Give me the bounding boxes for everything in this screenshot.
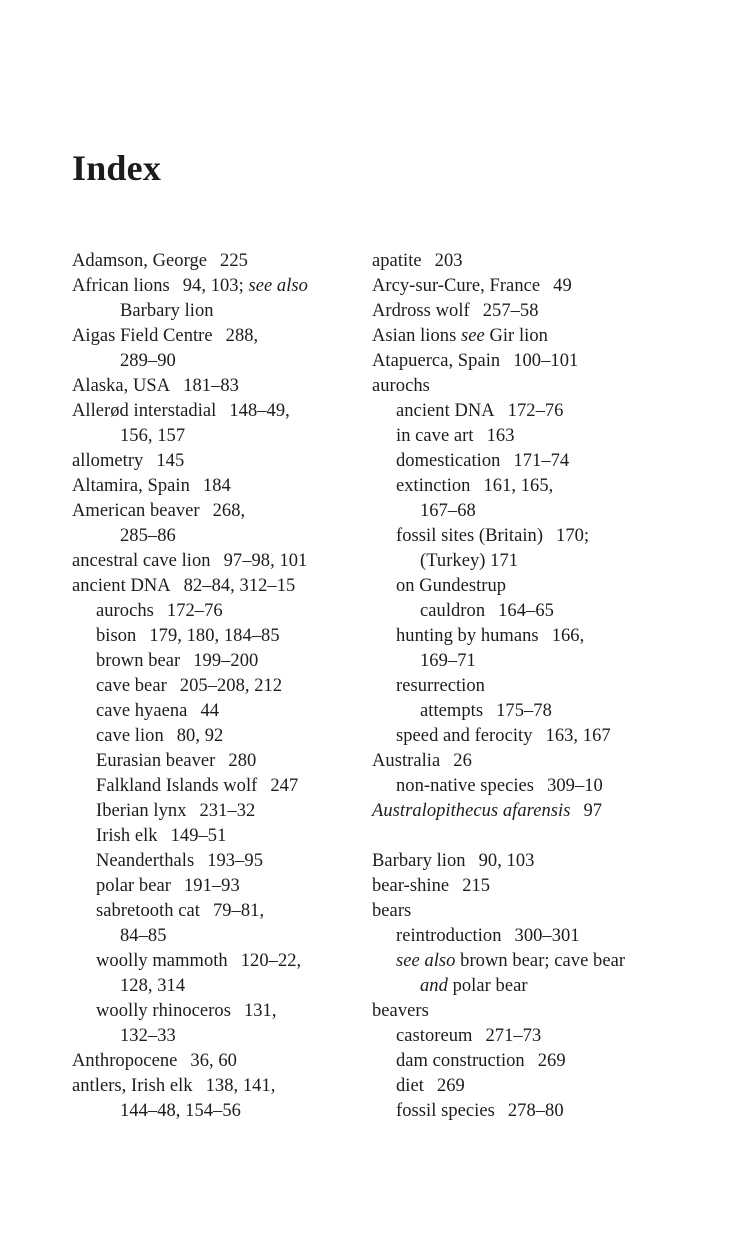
index-text: cave hyaena: [96, 701, 188, 721]
index-entry: [72, 574, 372, 599]
index-subentry: [72, 724, 372, 749]
index-subentry: [72, 824, 372, 849]
index-text: 288,: [225, 326, 259, 346]
index-italic-text: and: [420, 976, 448, 996]
index-text: brown bear; cave bear: [455, 951, 626, 971]
index-entry: [72, 374, 372, 399]
index-text: attempts: [420, 701, 484, 721]
index-entry: [72, 249, 372, 274]
index-text: 172–76: [166, 601, 223, 621]
index-continuation: [372, 699, 672, 724]
index-continuation: [72, 349, 372, 374]
index-text: 205–208, 212: [179, 676, 283, 696]
index-text: polar bear: [96, 876, 171, 896]
index-text: 271–73: [485, 1026, 542, 1046]
index-continuation: [372, 499, 672, 524]
index-italic-text: see also: [248, 276, 308, 296]
index-text: 132–33: [120, 1026, 176, 1046]
index-continuation: [72, 524, 372, 549]
index-text: 49: [553, 276, 572, 296]
index-subentry: [72, 849, 372, 874]
index-text: dam construction: [396, 1051, 525, 1071]
index-text: Alaska, USA: [72, 376, 171, 396]
index-text: antlers, Irish elk: [72, 1076, 193, 1096]
index-subentry: [72, 749, 372, 774]
index-text: 144–48, 154–56: [120, 1101, 241, 1121]
index-text: 80, 92: [176, 726, 224, 746]
index-text: 300–301: [514, 926, 580, 946]
index-text: African lions: [72, 276, 170, 296]
index-text: speed and ferocity: [396, 726, 533, 746]
index-text: brown bear: [96, 651, 181, 671]
index-text: 269: [537, 1051, 566, 1071]
index-text: 145: [156, 451, 185, 471]
index-text: Eurasian beaver: [96, 751, 216, 771]
index-text: Irish elk: [96, 826, 158, 846]
index-text: woolly mammoth: [96, 951, 228, 971]
index-text: 90, 103: [478, 851, 535, 871]
index-text: Altamira, Spain: [72, 476, 190, 496]
index-text: 257–58: [482, 301, 539, 321]
index-text: 247: [270, 776, 299, 796]
index-text: cave lion: [96, 726, 164, 746]
index-text: 138, 141,: [205, 1076, 276, 1096]
index-italic-text: Australopithecus afarensis: [372, 801, 571, 821]
index-column-right: [372, 249, 672, 1124]
index-text: (Turkey) 171: [420, 551, 519, 571]
index-text: 231–32: [199, 801, 256, 821]
index-subentry: [372, 474, 672, 499]
index-entry: [72, 324, 372, 349]
index-text: 166,: [551, 626, 585, 646]
index-column-left: [72, 249, 372, 1124]
index-entry: [72, 274, 372, 299]
index-text: American beaver: [72, 501, 200, 521]
index-text: 44: [200, 701, 220, 721]
index-text: bears: [372, 901, 412, 921]
index-continuation: [372, 549, 672, 574]
index-text: 156, 157: [120, 426, 186, 446]
index-text: aurochs: [96, 601, 154, 621]
index-text: reintroduction: [396, 926, 502, 946]
index-text: Iberian lynx: [96, 801, 187, 821]
index-text: 36, 60: [190, 1051, 237, 1071]
index-continuation: [372, 649, 672, 674]
index-text: Barbary lion: [120, 301, 214, 321]
index-text: 179, 180, 184–85: [149, 626, 280, 646]
index-text: extinction: [396, 476, 471, 496]
index-entry: [72, 499, 372, 524]
index-text: apatite: [372, 251, 422, 271]
index-text: 268,: [212, 501, 246, 521]
index-continuation: [372, 599, 672, 624]
index-text: 278–80: [507, 1101, 564, 1121]
index-text: Falkland Islands wolf: [96, 776, 258, 796]
index-continuation: [72, 1024, 372, 1049]
index-text: 191–93: [183, 876, 240, 896]
index-text: 164–65: [498, 601, 554, 621]
index-entry: [372, 799, 672, 824]
index-text: 167–68: [420, 501, 476, 521]
index-text: Atapuerca, Spain: [372, 351, 501, 371]
index-entry: [72, 449, 372, 474]
index-subentry: [372, 524, 672, 549]
index-entry: [72, 474, 372, 499]
index-text: 285–86: [120, 526, 176, 546]
index-entry: [372, 999, 672, 1024]
index-text: in cave art: [396, 426, 474, 446]
index-subentry: [372, 674, 672, 699]
index-text: Barbary lion: [372, 851, 466, 871]
index-continuation: [72, 299, 372, 324]
index-entry: [72, 549, 372, 574]
index-subentry: [372, 424, 672, 449]
index-text: aurochs: [372, 376, 430, 396]
index-text: Ardross wolf: [372, 301, 470, 321]
index-subentry: [72, 874, 372, 899]
index-text: Neanderthals: [96, 851, 195, 871]
index-text: beavers: [372, 1001, 429, 1021]
index-text: polar bear: [447, 976, 528, 996]
index-text: 199–200: [193, 651, 259, 671]
index-text: Allerød interstadial: [72, 401, 217, 421]
index-text: 175–78: [496, 701, 552, 721]
index-text: 280: [228, 751, 257, 771]
index-subentry: [72, 699, 372, 724]
index-subentry: [72, 949, 372, 974]
index-subentry: [72, 899, 372, 924]
index-entry: [372, 249, 672, 274]
index-text: Australia: [372, 751, 441, 771]
index-continuation: [72, 424, 372, 449]
index-subentry: [372, 1074, 672, 1099]
index-text: 181–83: [183, 376, 239, 396]
index-text: Gir lion: [484, 326, 548, 346]
index-text: on Gundestrup: [396, 576, 507, 596]
index-text: sabretooth cat: [96, 901, 200, 921]
index-text: ancient DNA: [396, 401, 495, 421]
index-subentry: [72, 774, 372, 799]
index-text: cauldron: [420, 601, 486, 621]
index-entry: [372, 349, 672, 374]
index-text: 97–98, 101: [223, 551, 308, 571]
index-subentry: [372, 924, 672, 949]
index-text: allometry: [72, 451, 144, 471]
index-text: fossil species: [396, 1101, 495, 1121]
index-text: 26: [453, 751, 472, 771]
index-subentry: [72, 799, 372, 824]
index-entry: [372, 274, 672, 299]
index-text: 97: [583, 801, 603, 821]
index-text: 131,: [243, 1001, 277, 1021]
index-text: hunting by humans: [396, 626, 539, 646]
index-text: resurrection: [396, 676, 485, 696]
index-text: bear-shine: [372, 876, 450, 896]
index-text: 203: [434, 251, 463, 271]
index-continuation: [72, 924, 372, 949]
index-subentry: [372, 449, 672, 474]
index-text: 94, 103;: [182, 276, 249, 296]
index-italic-text: see also: [396, 951, 456, 971]
index-text: fossil sites (Britain): [396, 526, 544, 546]
index-text: 163: [486, 426, 515, 446]
index-subentry: [72, 999, 372, 1024]
index-entry: [372, 899, 672, 924]
index-text: Adamson, George: [72, 251, 208, 271]
index-entry: [372, 299, 672, 324]
index-text: 100–101: [513, 351, 579, 371]
index-text: 309–10: [547, 776, 603, 796]
index-subentry: [372, 574, 672, 599]
index-text: 149–51: [170, 826, 227, 846]
index-entry: [72, 1049, 372, 1074]
index-continuation: [72, 1099, 372, 1124]
index-text: 184: [202, 476, 231, 496]
index-text: castoreum: [396, 1026, 473, 1046]
index-text: 84–85: [120, 926, 167, 946]
index-text: bison: [96, 626, 137, 646]
index-text: ancient DNA: [72, 576, 171, 596]
index-text: 120–22,: [240, 951, 302, 971]
index-subentry: [72, 649, 372, 674]
index-subentry: [372, 724, 672, 749]
index-text: 82–84, 312–15: [183, 576, 296, 596]
index-entry: [372, 749, 672, 774]
index-spacer: [372, 824, 672, 849]
index-entry: [372, 874, 672, 899]
index-text: 79–81,: [212, 901, 265, 921]
index-text: non-native species: [396, 776, 535, 796]
index-text: woolly rhinoceros: [96, 1001, 231, 1021]
index-text: Arcy-sur-Cure, France: [372, 276, 541, 296]
index-italic-text: see: [461, 326, 485, 346]
index-text: 215: [462, 876, 491, 896]
index-entry: [372, 374, 672, 399]
index-subentry: [372, 1049, 672, 1074]
index-entry: [372, 324, 672, 349]
index-text: 163, 167: [545, 726, 611, 746]
index-text: 269: [436, 1076, 465, 1096]
index-text: 225: [220, 251, 248, 271]
index-entry: [72, 1074, 372, 1099]
index-subentry: [372, 949, 672, 974]
index-subentry: [72, 674, 372, 699]
index-text: ancestral cave lion: [72, 551, 211, 571]
index-text: 170;: [556, 526, 590, 546]
index-subentry: [372, 1099, 672, 1124]
index-text: 171–74: [513, 451, 570, 471]
index-entry: [72, 399, 372, 424]
index-subentry: [372, 774, 672, 799]
index-text: Asian lions: [372, 326, 461, 346]
index-text: 148–49,: [229, 401, 290, 421]
index-text: diet: [396, 1076, 424, 1096]
index-text: Aigas Field Centre: [72, 326, 213, 346]
index-text: 289–90: [120, 351, 176, 371]
index-subentry: [372, 1024, 672, 1049]
page-title: Index: [72, 148, 162, 188]
index-text: 172–76: [507, 401, 564, 421]
index-text: domestication: [396, 451, 501, 471]
index-continuation: [72, 974, 372, 999]
index-text: 128, 314: [120, 976, 186, 996]
index-subentry: [372, 399, 672, 424]
index-text: Anthropocene: [72, 1051, 178, 1071]
index-text: 161, 165,: [483, 476, 554, 496]
index-continuation: [372, 974, 672, 999]
index-text: 169–71: [420, 651, 476, 671]
index-entry: [372, 849, 672, 874]
index-text: 193–95: [207, 851, 264, 871]
index-subentry: [72, 624, 372, 649]
index-text: cave bear: [96, 676, 167, 696]
index-subentry: [72, 599, 372, 624]
index-subentry: [372, 624, 672, 649]
